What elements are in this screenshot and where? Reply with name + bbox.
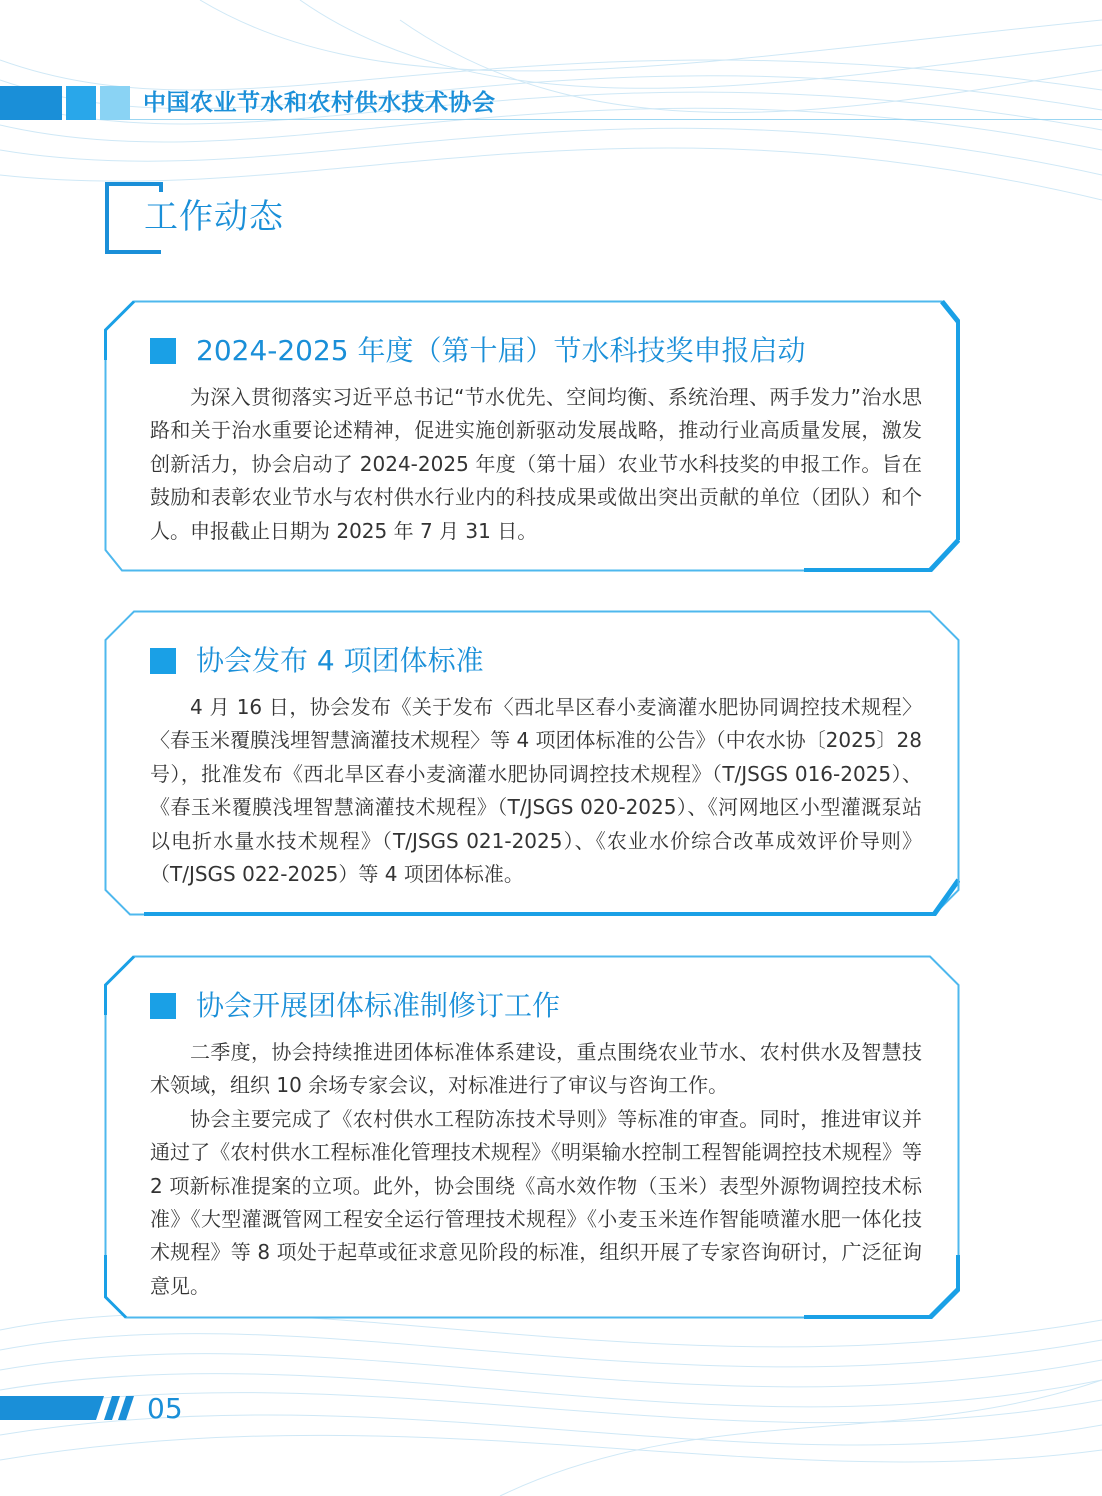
card-title-row [150, 641, 922, 681]
article-paragraph: 二季度，协会持续推进团体标准体系建设，重点围绕农业节水、农村供水及智慧技术领域，组织 10 余场专家会议，对标准进行了审议与咨询工作。 [150, 1040, 922, 1098]
page-number: 05 [147, 1392, 183, 1425]
card-title-row [150, 986, 922, 1026]
article-body [150, 691, 922, 891]
footer-stripes-icon [0, 1396, 140, 1420]
article-title: 2024-2025 年度（第十届）节水科技奖申报启动 [196, 334, 806, 367]
card-content [150, 955, 922, 1303]
square-bullet-icon [150, 338, 176, 364]
card-content [150, 610, 922, 891]
card-title-row [150, 331, 922, 371]
article-body [150, 381, 922, 548]
card-content [150, 300, 922, 548]
header-bar-segment [66, 86, 96, 120]
article-card [104, 955, 960, 1319]
header-bar-segment [100, 86, 130, 120]
article-paragraph: 为深入贯彻落实习近平总书记“节水优先、空间均衡、系统治理、两手发力”治水思路和关于治水重要论述精神，促进实施创新驱动发展战略，推动行业高质量发展，激发创新活力，协会启动了 2024-2025 年度（第十届）农业节水科技奖的申报工作。旨在鼓励和表彰农业节水与农村供水行业内的科技成果或做出突出贡献的单位（团队）和个人。申报截止日期为 2025 年 7 月 31 日。 [150, 385, 922, 543]
organization-name: 中国农业节水和农村供水技术协会 [143, 89, 496, 116]
article-body [150, 1036, 922, 1303]
article-card [104, 300, 960, 572]
header-bar-segment [0, 86, 62, 120]
square-bullet-icon [150, 993, 176, 1019]
article-title: 协会开展团体标准制修订工作 [196, 989, 561, 1022]
article-card [104, 610, 960, 916]
section-title: 工作动态 [144, 197, 284, 237]
article-paragraph: 协会主要完成了《农村供水工程防冻技术导则》等标准的审查。同时，推进审议并通过了《农村供水工程标准化管理技术规程》《明渠输水控制工程智能调控技术规程》等 2 项新标准提案的立项。此外，协会围绕《高水效作物（玉米）表型外源物调控技术标准》《大型灌溉管网工程安全运行管理技术规程》《小麦玉米连作智能喷灌水肥一体化技术规程》等 8 项处于起草或征求意见阶段的标准，组织开展了专家咨询研讨，广泛征询意见。 [150, 1106, 922, 1298]
article-paragraph: 4 月 16 日，协会发布《关于发布〈西北旱区春小麦滴灌水肥协同调控技术规程〉〈春玉米覆膜浅埋智慧滴灌技术规程〉等 4 项团体标准的公告》（中农水协〔2025〕28 号），批准发布《西北旱区春小麦滴灌水肥协同调控技术规程》（T/JSGS 016-2025）、《春玉米覆膜浅埋智慧滴灌技术规程》（T/JSGS 020-2025）、《河网地区小型灌溉泵站以电折水量水技术规程》（T/JSGS 021-2025）、《农业水价综合改革成效评价导则》（T/JSGS 022-2025）等 4 项团体标准。 [150, 695, 922, 887]
square-bullet-icon [150, 648, 176, 674]
article-title: 协会发布 4 项团体标准 [196, 644, 484, 677]
